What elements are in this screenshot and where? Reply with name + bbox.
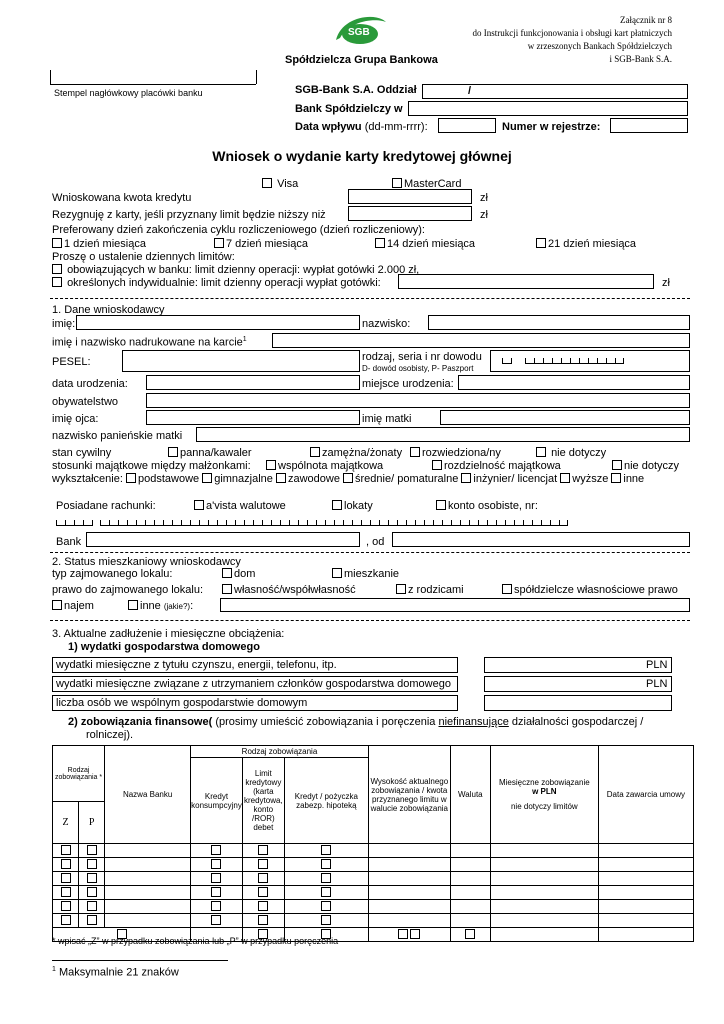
table-row: [53, 900, 694, 914]
branch-label: SGB-Bank S.A. Oddział: [295, 84, 417, 96]
birthplace-field[interactable]: [458, 375, 690, 390]
custom-limit-checkbox[interactable]: [52, 277, 62, 287]
other-housing-field[interactable]: [220, 598, 690, 612]
table-row: [53, 914, 694, 928]
register-field[interactable]: [610, 118, 688, 133]
apartment-checkbox[interactable]: [332, 568, 342, 578]
coop-right-checkbox[interactable]: [502, 584, 512, 594]
register-label: Numer w rejestrze:: [502, 121, 601, 133]
page-title: Wniosek o wydanie karty kredytowej głównej: [212, 148, 512, 164]
personal-account-checkbox[interactable]: [436, 500, 446, 510]
ownership-checkbox[interactable]: [222, 584, 232, 594]
visa-checkbox[interactable]: [262, 178, 272, 188]
min-limit-field[interactable]: [348, 206, 472, 221]
edu-gimnazjum-checkbox[interactable]: [202, 473, 212, 483]
other-housing-checkbox[interactable]: [128, 600, 138, 610]
fx-account-checkbox[interactable]: [194, 500, 204, 510]
edu-vocational-checkbox[interactable]: [276, 473, 286, 483]
day21-checkbox[interactable]: [536, 238, 546, 248]
liabilities-table: Rodzaj zobowiązania * Nazwa Banku Rodzaj zobowiązania Wysokość aktualnego zobowiązania / kwota przyznanego limitu w walucie zobowiązania Waluta Miesięczne zobowiązanie w PLN nie dotyczy limitów Data zawarcia umowy Kredyt konsumpcyjny Limit kredytowy (karta kredytowa, konto /ROR) debet Kredyt / pożyczka zabezp. hipoteką Z P: [52, 745, 694, 942]
custom-limit-field[interactable]: [398, 274, 654, 289]
civil-na-checkbox[interactable]: [536, 447, 546, 457]
father-name-field[interactable]: [146, 410, 360, 425]
rent-checkbox[interactable]: [52, 600, 62, 610]
day14-checkbox[interactable]: [375, 238, 385, 248]
card-name-field[interactable]: [272, 333, 690, 348]
annex-note: Załącznik nr 8 do Instrukcji funkcjonowania i obsługi kart płatniczych w zrzeszonych Bankach Spółdzielczych i SGB-Bank S.A.: [472, 15, 672, 64]
edu-higher-checkbox[interactable]: [560, 473, 570, 483]
date-field[interactable]: [438, 118, 496, 133]
rent-expenses-field[interactable]: [484, 657, 672, 673]
section3-title: 3. Aktualne zadłużenie i miesięczne obciążenia:: [52, 628, 285, 640]
branch-field[interactable]: [422, 84, 688, 99]
account-number-field[interactable]: [56, 520, 568, 526]
table-row: [53, 872, 694, 886]
coop-bank-field[interactable]: [408, 101, 688, 116]
maiden-name-field[interactable]: [196, 427, 690, 442]
joint-property-checkbox[interactable]: [266, 460, 276, 470]
edu-bachelor-checkbox[interactable]: [461, 473, 471, 483]
sgb-logo: SGB: [330, 10, 390, 50]
citizenship-field[interactable]: [146, 393, 690, 408]
logo-subtitle: Spółdzielcza Grupa Bankowa: [285, 54, 438, 66]
table-row: [53, 858, 694, 872]
birth-date-field[interactable]: [146, 375, 360, 390]
footnote: $^1$ Maksymalnie 21 znaków: [52, 966, 179, 979]
divorced-checkbox[interactable]: [410, 447, 420, 457]
amount-field[interactable]: [348, 189, 472, 204]
deposit-checkbox[interactable]: [332, 500, 342, 510]
married-checkbox[interactable]: [310, 447, 320, 457]
section1-title: 1. Dane wnioskodawcy: [52, 304, 165, 316]
mastercard-checkbox[interactable]: [392, 178, 402, 188]
edu-primary-checkbox[interactable]: [126, 473, 136, 483]
bank-name-field[interactable]: [86, 532, 360, 547]
edu-secondary-checkbox[interactable]: [343, 473, 353, 483]
property-na-checkbox[interactable]: [612, 460, 622, 470]
first-name-field[interactable]: [76, 315, 360, 330]
day1-checkbox[interactable]: [52, 238, 62, 248]
table-row: [53, 844, 694, 858]
separate-property-checkbox[interactable]: [432, 460, 442, 470]
edu-other-checkbox[interactable]: [611, 473, 621, 483]
table-row: [53, 886, 694, 900]
stamp-label: Stempel nagłówkowy placówki banku: [54, 88, 203, 98]
day7-checkbox[interactable]: [214, 238, 224, 248]
account-since-field[interactable]: [392, 532, 690, 547]
last-name-field[interactable]: [428, 315, 690, 330]
household-size-field[interactable]: [484, 695, 672, 711]
section2-title: 2. Status mieszkaniowy wnioskodawcy: [52, 556, 241, 568]
single-checkbox[interactable]: [168, 447, 178, 457]
with-parents-checkbox[interactable]: [396, 584, 406, 594]
house-checkbox[interactable]: [222, 568, 232, 578]
coop-bank-label: Bank Spółdzielczy w: [295, 103, 403, 115]
bank-limit-checkbox[interactable]: [52, 264, 62, 274]
household-expenses-field[interactable]: [484, 676, 672, 692]
pesel-field[interactable]: [122, 350, 360, 372]
mother-name-field[interactable]: [440, 410, 690, 425]
table-note: * wpisać „Z” w przypadku zobowiązania lub „P” w przypadku poręczenia: [52, 936, 339, 946]
